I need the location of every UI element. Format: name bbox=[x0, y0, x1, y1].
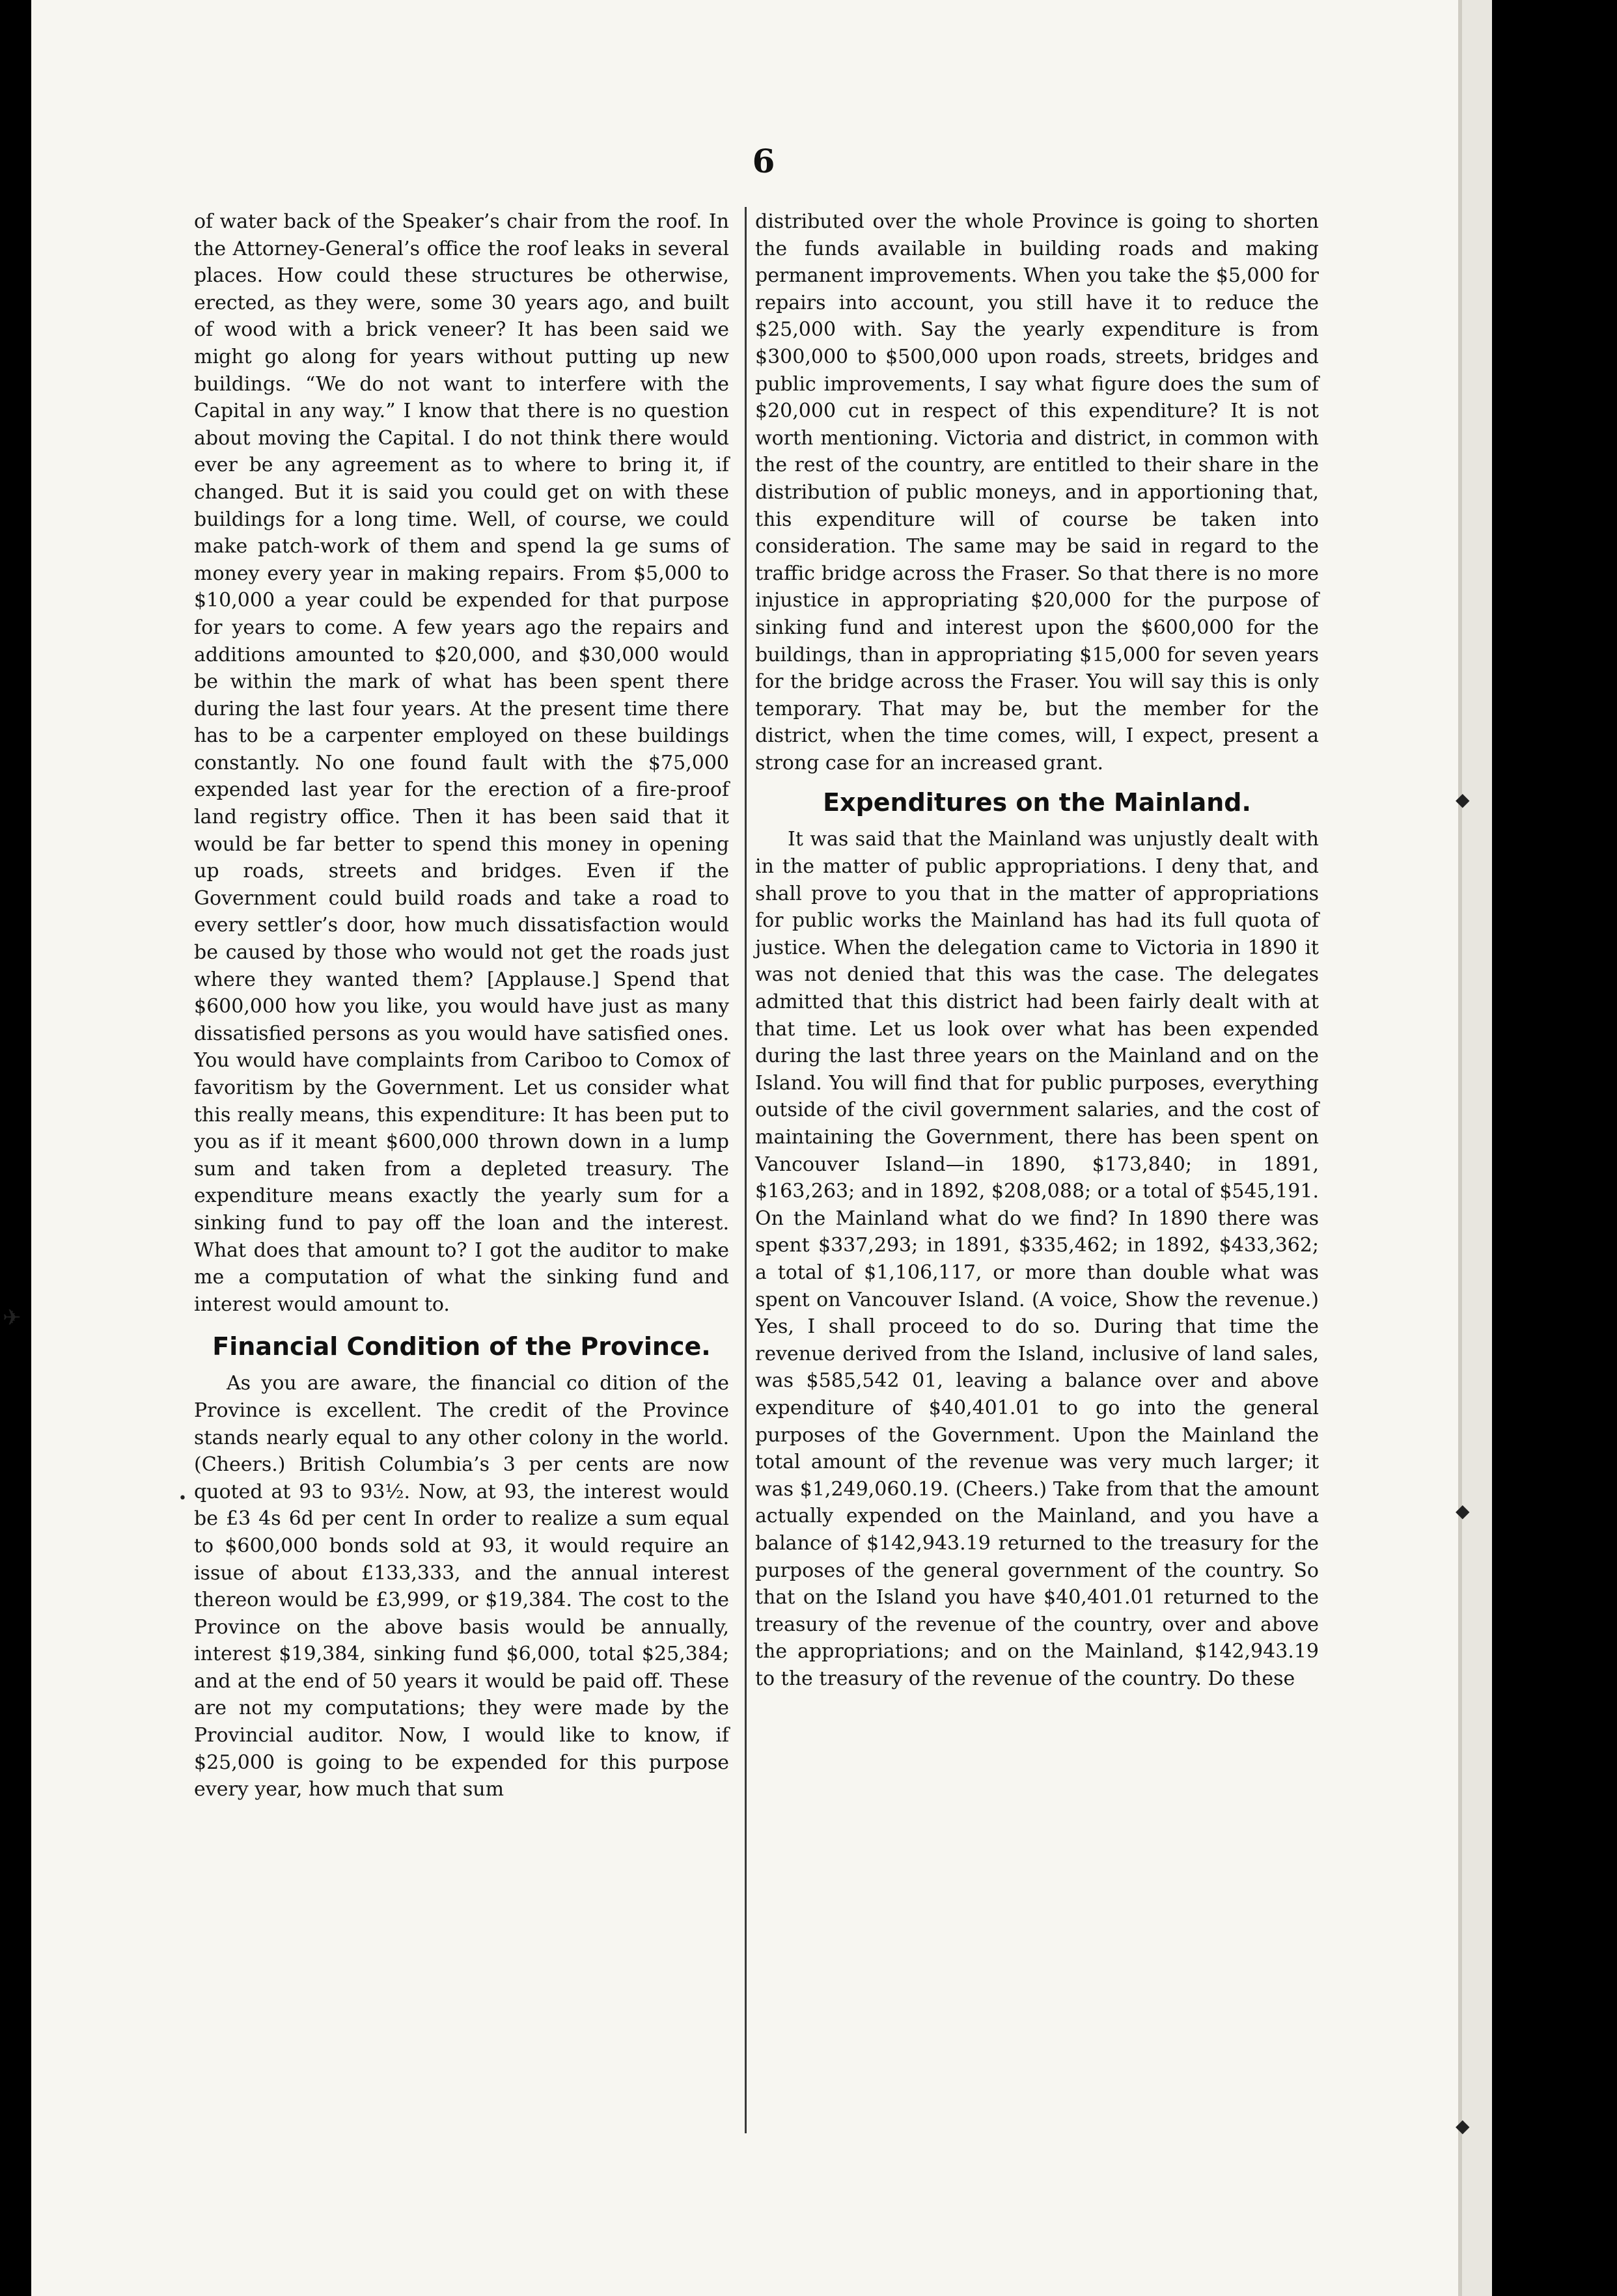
margin-arrow-icon: ◆ bbox=[1456, 1500, 1470, 1522]
page-number: 6 bbox=[752, 142, 775, 180]
scanned-page bbox=[31, 0, 1478, 2296]
right-column bbox=[755, 208, 1319, 1692]
section-heading-financial-condition: Financial Condition of the Province. bbox=[212, 1332, 711, 1361]
right-paragraph-2: It was said that the Mainland was unjustly dealt with in the matter of public appropriations. I deny that, and shall prove to you that in the matter of appropriations for public works the Mainland has had its full quota of justice. When the delegation came to Victoria in 1890 it was not denied that this was the case. The delegates admitted that this district had been fairly dealt with at that time. Let us look over what has been expended during the last three years on the Mainland and on the Island. You will find that for public purposes, everything outside of the civil government salaries, and the cost of maintaining the Government, there has been spent on Vancouver Island—in 1890, $173,840; in 1891, $163,263; and in 1892, $208,088; or a total of $545,191. On the Mainland what do we find? In 1890 there was spent $337,293; in 1891, $335,462; in 1892, $433,362; a total of $1,106,117, or more than double what was spent on Vancouver Island. (A voice, Show the revenue.) Yes, I shall proceed to do so. During that time the revenue derived from the Island, inclusive of land sales, was $585,542 01, leaving a balance over and above expenditure of $40,401.01 to go into the general purposes of the Government. Upon the Mainland the total amount of the revenue was very much larger; it was $1,249,060.19. (Cheers.) Take from that the amount actually expended on the Mainland, and you have a balance of $142,943.19 returned to the treasury for the purposes of the general government of the country. So that on the Island you have $40,401.01 returned to the treasury of the revenue of the country, over and above the appropriations; and on the Mainland, $142,943.19 to the treasury of the revenue of the country. Do these bbox=[755, 828, 1319, 1690]
column-divider bbox=[745, 207, 747, 2133]
left-paragraph-2: As you are aware, the financial co dition of the Province is excellent. The credit of the Province stands nearly equal to any other colony in the world. (Cheers.) British Columbia’s 3 per cents are now quoted at 93 to 93½. Now, at 93, the interest would be £3 4s 6d per cent In order to realize a sum equal to $600,000 bonds sold at 93, it would require an issue of about £133,333, and the annual interest thereon would be £3,999, or $19,384. The cost to the Province on the above basis would be annually, interest $19,384, sinking fund $6,000, total $25,384; and at the end of 50 years it would be paid off. These are not my computations; they were made by the Provincial auditor. Now, I would like to know, if $25,000 is going to be expended for this purpose every year, how much that sum bbox=[194, 1372, 729, 1801]
margin-dot-mark: • bbox=[178, 1490, 187, 1507]
section-heading-expenditures-mainland: Expenditures on the Mainland. bbox=[823, 788, 1251, 817]
margin-arrow-icon: ◆ bbox=[1456, 789, 1470, 810]
page-edge-shadow bbox=[1458, 0, 1492, 2296]
margin-bird-icon: ✈ bbox=[3, 1305, 21, 1331]
margin-arrow-icon: ◆ bbox=[1456, 2115, 1470, 2137]
right-paragraph-1: distributed over the whole Province is going to shorten the funds available in building roads and making permanent improvements. When you take the $5,000 for repairs into account, you still have it to reduce the $25,000 with. Say the yearly expenditure is from $300,000 to $500,000 upon roads, streets, bridges and public improvements, I say what figure does the sum of $20,000 cut in respect of this expenditure? It is not worth mentioning. Victoria and district, in common with the rest of the country, are entitled to their share in the distribution of public moneys, and in apportioning that, this expenditure will of course be taken into consideration. The same may be said in regard to the traffic bridge across the Fraser. So that there is no more injustice in appropriating $20,000 for the purpose of sinking fund and interest upon the $600,000 for the buildings, than in appropriating $15,000 for seven years for the bridge across the Fraser. You will say this is only temporary. That may be, but the member for the district, when the time comes, will, I expect, present a strong case for an increased grant. bbox=[755, 210, 1319, 774]
left-paragraph-1: of water back of the Speaker’s chair from the roof. In the Attorney-General’s office the roof leaks in several places. How could these structures be otherwise, erected, as they were, some 30 years ago, and built of wood with a brick veneer? It has been said we might go along for years without putting up new buildings. “We do not want to interfere with the Capital in any way.” I know that there is no question about moving the Capital. I do not think there would ever be any agreement as to where to bring it, if changed. But it is said you could get on with these buildings for a long time. Well, of course, we could make patch-work of them and spend la ge sums of money every year in making repairs. From $5,000 to $10,000 a year could be expended for that purpose for years to come. A few years ago the repairs and additions amounted to $20,000, and $30,000 would be within the mark of what has been spent there during the last four years. At the present time there has to be a carpenter employed on these buildings constantly. No one found fault with the $75,000 expended last year for the erection of a fire-proof land registry office. Then it has been said that it would be far better to spend this money in opening up roads, streets and bridges. Even if the Government could build roads and take a road to every settler’s door, how much dissatisfaction would be caused by those who would not get the roads just where they wanted them? [Applause.] Spend that $600,000 how you like, you would have just as many dissatisfied persons as you would have satisfied ones. You would have complaints from Cariboo to Comox of favoritism by the Government. Let us consider what this really means, this expenditure: It has been put to you as if it meant $600,000 thrown down in a lump sum and taken from a depleted treasury. The expenditure means exactly the yearly sum for a sinking fund to pay off the loan and the interest. What does that amount to? I got the auditor to make me a computation of what the sinking fund and interest would amount to. bbox=[194, 210, 729, 1316]
left-column bbox=[194, 208, 729, 1803]
